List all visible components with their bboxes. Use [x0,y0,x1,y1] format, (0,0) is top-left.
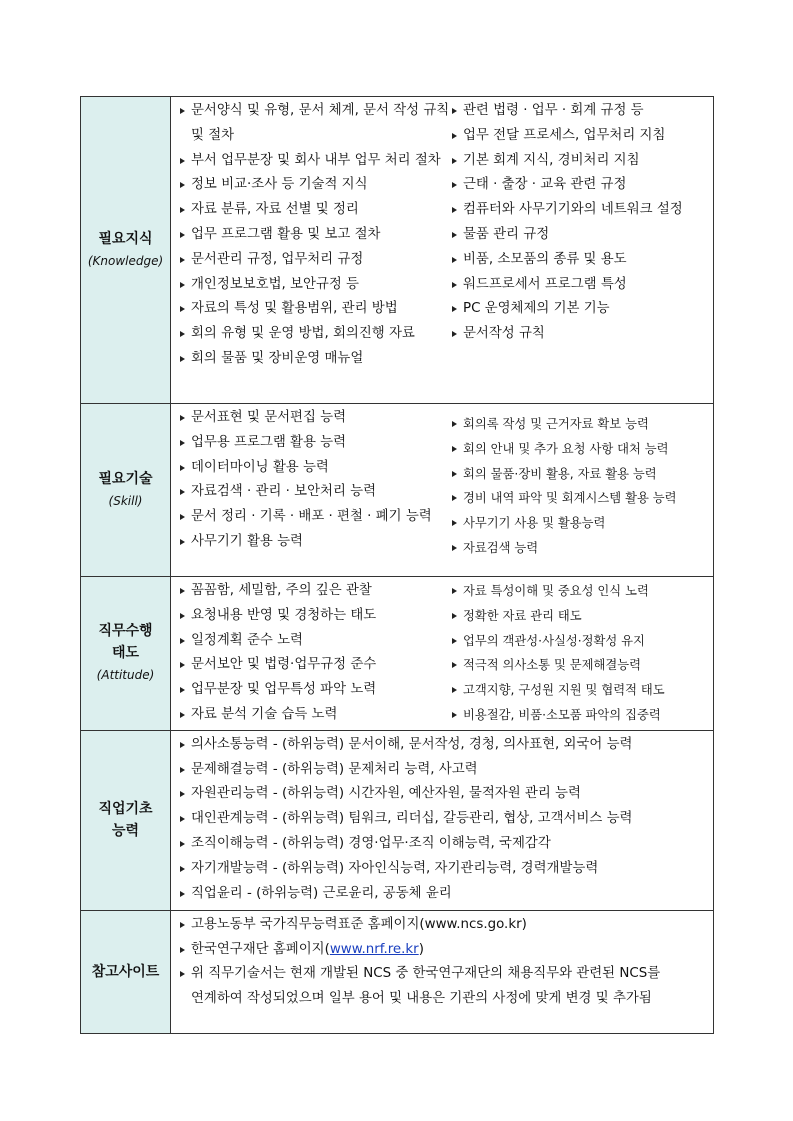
list-item: 자료검색 능력 [450,536,711,561]
skill-content [171,404,714,577]
list-item: 사무기기 사용 및 활용능력 [450,511,711,536]
list-item: 의사소통능력 - (하위능력) 문서이해, 문서작성, 경청, 의사표현, 외국어 능력 [178,733,711,758]
list-item: 기본 회계 지식, 경비처리 지침 [450,149,711,174]
attitude-subtitle: (Attitude) [96,668,155,683]
list-item: 업무 프로그램 활용 및 보고 절차 [178,223,450,248]
list-item [178,938,711,963]
nrf-link[interactable]: www.nrf.re.kr [329,941,419,957]
list-item: 자료 분석 기술 습득 노력 [178,703,450,728]
list-item: 사무기기 활용 능력 [178,530,450,555]
list-item: 회의록 작성 및 근거자료 확보 능력 [450,412,711,437]
knowledge-left-list [178,99,450,372]
skill-label [81,404,171,577]
list-item: 물품 관리 규정 [450,223,711,248]
attitude-content [171,577,714,731]
reference-list [178,913,711,1012]
list-item: 조직이해능력 - (하위능력) 경영·업무·조직 이해능력, 국제감각 [178,832,711,857]
list-item: 워드프로세서 프로그램 특성 [450,273,711,298]
reference-row [81,910,714,1033]
nrf-prefix: 한국연구재단 홈페이지( [191,941,330,957]
list-item: 문서양식 및 유형, 문서 체계, 문서 작성 규칙 및 절차 [178,99,450,149]
list-item: 고용노동부 국가직무능력표준 홈페이지(www.ncs.go.kr) [178,913,711,938]
basic-competency-content [171,730,714,910]
list-item: 자료의 특성 및 활용범위, 관리 방법 [178,297,450,322]
list-item: 문제해결능력 - (하위능력) 문제처리 능력, 사고력 [178,758,711,783]
list-item: 자료 분류, 자료 선별 및 정리 [178,198,450,223]
list-item: 자원관리능력 - (하위능력) 시간자원, 예산자원, 물적자원 관리 능력 [178,782,711,807]
list-item: 관련 법령 · 업무 · 회계 규정 등 [450,99,711,124]
list-item: 부서 업무분장 및 회사 내부 업무 처리 절차 [178,149,450,174]
basic-title-line2: 능력 [111,823,140,840]
list-item: 근태 · 출장 · 교육 관련 규정 [450,173,711,198]
list-item: 자기개발능력 - (하위능력) 자아인식능력, 자기관리능력, 경력개발능력 [178,857,711,882]
knowledge-content [171,97,714,404]
list-item: 컴퓨터와 사무기기와의 네트워크 설정 [450,198,711,223]
skill-title: 필요기술 [98,471,153,487]
job-description-table [80,96,714,1034]
list-item: 자료 특성이해 및 중요성 인식 노력 [450,579,711,604]
nrf-suffix: ) [418,941,424,957]
list-item: 회의 물품·장비 활용, 자료 활용 능력 [450,462,711,487]
basic-competency-list [178,733,711,907]
list-item: 회의 물품 및 장비운영 매뉴얼 [178,347,450,372]
knowledge-row [81,97,714,404]
list-item: 회의 유형 및 운영 방법, 회의진행 자료 [178,322,450,347]
reference-title: 참고사이트 [91,963,160,980]
list-item: 문서작성 규칙 [450,322,711,347]
list-item: 비용절감, 비품·소모품 파악의 집중력 [450,703,711,728]
list-item: 정보 비교·조사 등 기술적 지식 [178,173,450,198]
list-item: 요청내용 반영 및 경청하는 태도 [178,604,450,629]
basic-title-line1: 직업기초 [98,801,153,818]
list-item: 문서표현 및 문서편집 능력 [178,406,450,431]
list-item: 자료검색 · 관리 · 보안처리 능력 [178,480,450,505]
list-item: 개인정보보호법, 보안규정 등 [178,273,450,298]
list-item: 일정계획 준수 노력 [178,629,450,654]
list-item: 문서보안 및 법령·업무규정 준수 [178,653,450,678]
list-item: 고객지향, 구성원 지원 및 협력적 태도 [450,678,711,703]
attitude-title-line1: 직무수행 [98,623,153,640]
attitude-right-list [450,579,711,728]
skill-row [81,404,714,577]
list-item: 경비 내역 파악 및 회계시스템 활용 능력 [450,486,711,511]
attitude-title-line2: 태도 [111,645,140,662]
list-item: 회의 안내 및 추가 요청 사항 대처 능력 [450,437,711,462]
knowledge-right-list [450,99,711,347]
knowledge-subtitle: (Knowledge) [87,254,164,268]
list-item: 정확한 자료 관리 태도 [450,604,711,629]
list-item: 업무분장 및 업무특성 파악 노력 [178,678,450,703]
list-item: 데이터마이닝 활용 능력 [178,456,450,481]
list-item: 꼼꼼함, 세밀함, 주의 깊은 관찰 [178,579,450,604]
skill-left-list [178,406,450,555]
list-item: 직업윤리 - (하위능력) 근로윤리, 공동체 윤리 [178,882,711,907]
basic-competency-label [81,730,171,910]
list-item: PC 운영체제의 기본 기능 [450,297,711,322]
reference-label [81,910,171,1033]
attitude-label [81,577,171,731]
list-item: 문서관리 규정, 업무처리 규정 [178,248,450,273]
reference-content [171,910,714,1033]
knowledge-title: 필요지식 [98,231,153,247]
list-item: 업무의 객관성·사실성·정확성 유지 [450,629,711,654]
list-item: 업무용 프로그램 활용 능력 [178,431,450,456]
list-item: 비품, 소모품의 종류 및 용도 [450,248,711,273]
attitude-row [81,577,714,731]
list-item: 대인관계능력 - (하위능력) 팀워크, 리더십, 갈등관리, 협상, 고객서비스 능력 [178,807,711,832]
attitude-left-list [178,579,450,728]
knowledge-label [81,97,171,404]
basic-competency-row [81,730,714,910]
skill-subtitle: (Skill) [108,494,143,508]
list-item: 업무 전달 프로세스, 업무처리 지침 [450,124,711,149]
list-item: 위 직무기술서는 현재 개발된 NCS 중 한국연구재단의 채용직무와 관련된 NCS를 연계하여 작성되었으며 일부 용어 및 내용은 기관의 사정에 맞게 변경 및 추가됨 [178,962,711,1012]
list-item: 적극적 의사소통 및 문제해결능력 [450,653,711,678]
list-item: 문서 정리 · 기록 · 배포 · 편철 · 폐기 능력 [178,505,450,530]
skill-right-list [450,406,711,561]
